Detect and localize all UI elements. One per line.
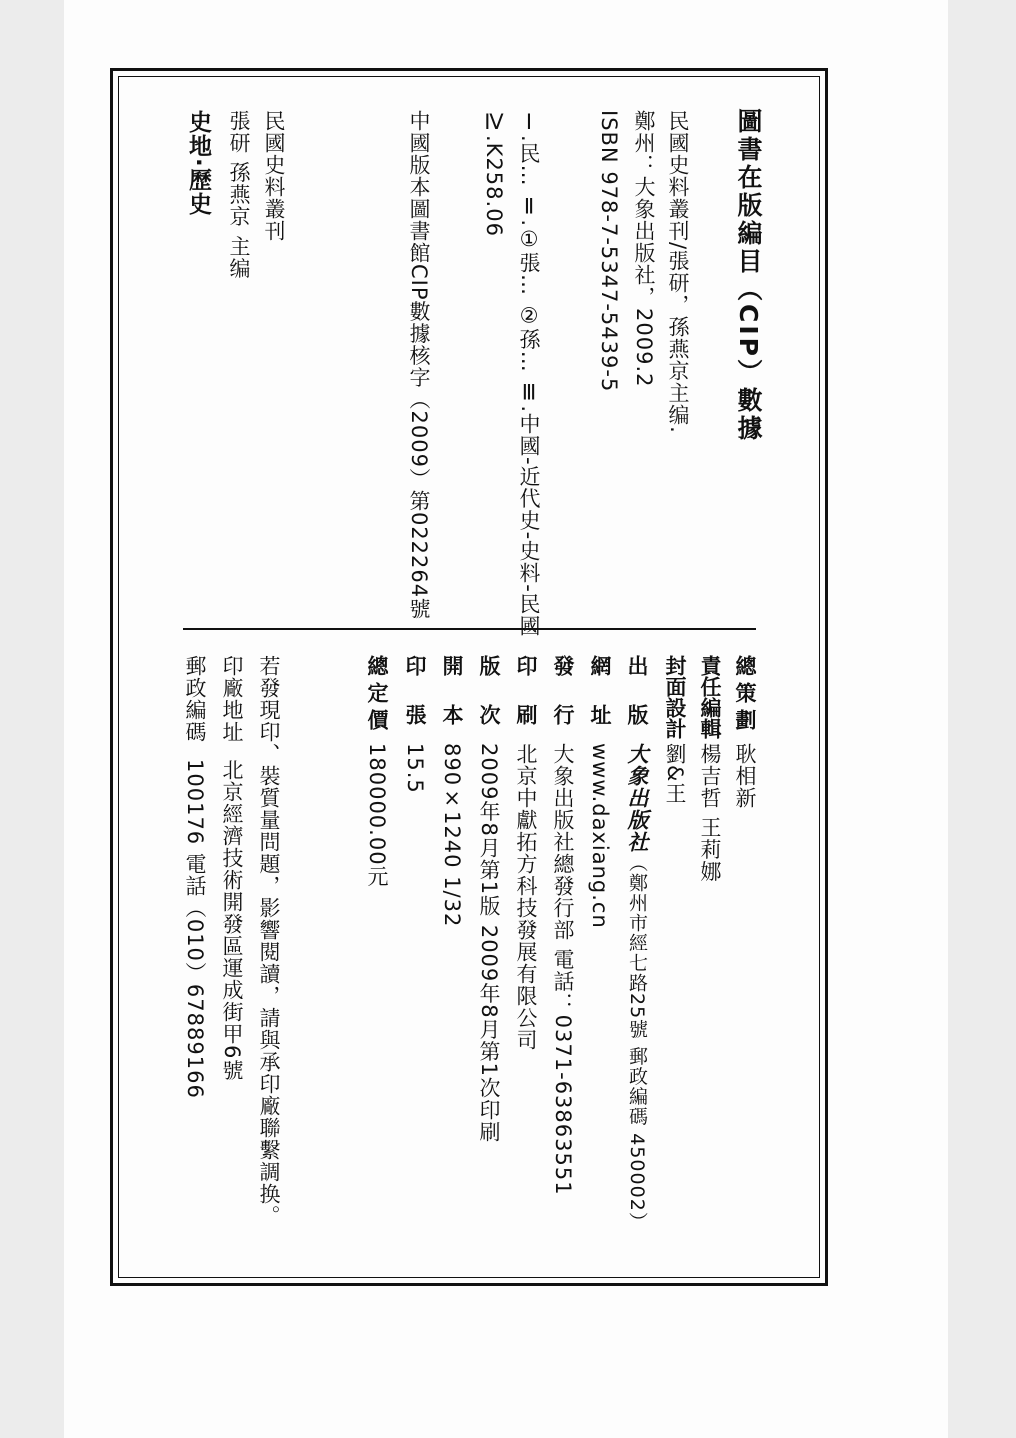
notice-label: 印廠地址 <box>220 655 244 743</box>
credit-total-price <box>362 655 392 888</box>
credit-value: 劉&王 <box>663 743 687 805</box>
credit-format <box>437 655 467 927</box>
credit-value: www.daxiang.cn <box>588 743 612 929</box>
credit-value: 大象出版社總發行部 電話：0371-63863551 <box>551 743 575 1196</box>
credit-label: 發行 <box>551 655 575 753</box>
credit-label: 責任編輯 <box>698 655 722 739</box>
credit-label: 出版 <box>625 655 649 753</box>
cip-line-call-number: Ⅳ.K258.06 <box>482 110 506 237</box>
credit-label: 開本 <box>440 655 464 753</box>
credit-printer <box>511 655 541 1051</box>
cip-line-record-number: 中國版本圖書館CIP數據核字（2009）第022264號 <box>407 110 431 621</box>
credit-cover-design <box>660 655 690 804</box>
credit-label: 版次 <box>477 655 501 753</box>
credit-value: 180000.00元 <box>365 743 389 888</box>
credit-responsible-editor <box>695 655 725 883</box>
credit-distribution <box>548 655 578 1196</box>
credit-sheets <box>400 655 430 794</box>
cip-line-classification: Ⅰ.民… Ⅱ.①張… ②孫… Ⅲ.中國-近代史-史料-民國 <box>517 110 541 637</box>
series-name: 民國史料叢刊 <box>262 110 286 242</box>
credit-edition <box>474 655 504 1143</box>
series-category: 史地·歷史 <box>185 110 211 216</box>
notice-value: 北京經濟技術開發區運成街甲6號 <box>220 759 244 1082</box>
cip-line-isbn: ISBN 978-7-5347-5439-5 <box>597 110 621 393</box>
credit-general-planner <box>730 655 760 809</box>
credit-publisher <box>622 655 652 1232</box>
quality-notice: 若發現印、裝質量問題，影響閱讀，請與承印廠聯繫調换。 <box>257 655 281 1227</box>
cip-line-title: 民國史料叢刊/張研，孫燕京主编. <box>666 110 690 434</box>
credit-label: 封面設計 <box>663 655 687 739</box>
credit-website <box>585 655 615 929</box>
notice-label: 郵政編碼 <box>183 655 207 743</box>
credit-value: 15.5 <box>403 743 427 794</box>
credit-value: 2009年8月第1版 2009年8月第1次印刷 <box>477 743 501 1144</box>
credit-label: 印刷 <box>514 655 538 753</box>
credit-value: （鄭州市經七路25號 郵政編碼 450002） <box>626 853 648 1232</box>
cip-line-publisher: 鄭州：大象出版社，2009.2 <box>632 110 656 388</box>
publisher-logotype: 大象出版社 <box>625 743 650 853</box>
credit-label: 總策劃 <box>733 655 757 736</box>
credit-value: 北京中獻拓方科技發展有限公司 <box>514 743 538 1051</box>
printer-address <box>217 655 247 1081</box>
credit-value: 890×1240 1/32 <box>440 743 464 928</box>
credit-label: 網址 <box>588 655 612 753</box>
series-editors: 張研 孫燕京 主编 <box>227 110 251 280</box>
postal-code-phone <box>180 655 210 1099</box>
credit-value: 楊吉哲 王莉娜 <box>698 743 722 883</box>
notice-value: 100176 電話（010）67889166 <box>183 759 207 1099</box>
credit-label: 總定價 <box>365 655 389 736</box>
credit-label: 印張 <box>403 655 427 753</box>
cip-heading: 圖書在版編目（CIP）數據 <box>734 108 763 443</box>
credit-value: 耿相新 <box>733 743 757 809</box>
section-divider <box>183 628 756 630</box>
